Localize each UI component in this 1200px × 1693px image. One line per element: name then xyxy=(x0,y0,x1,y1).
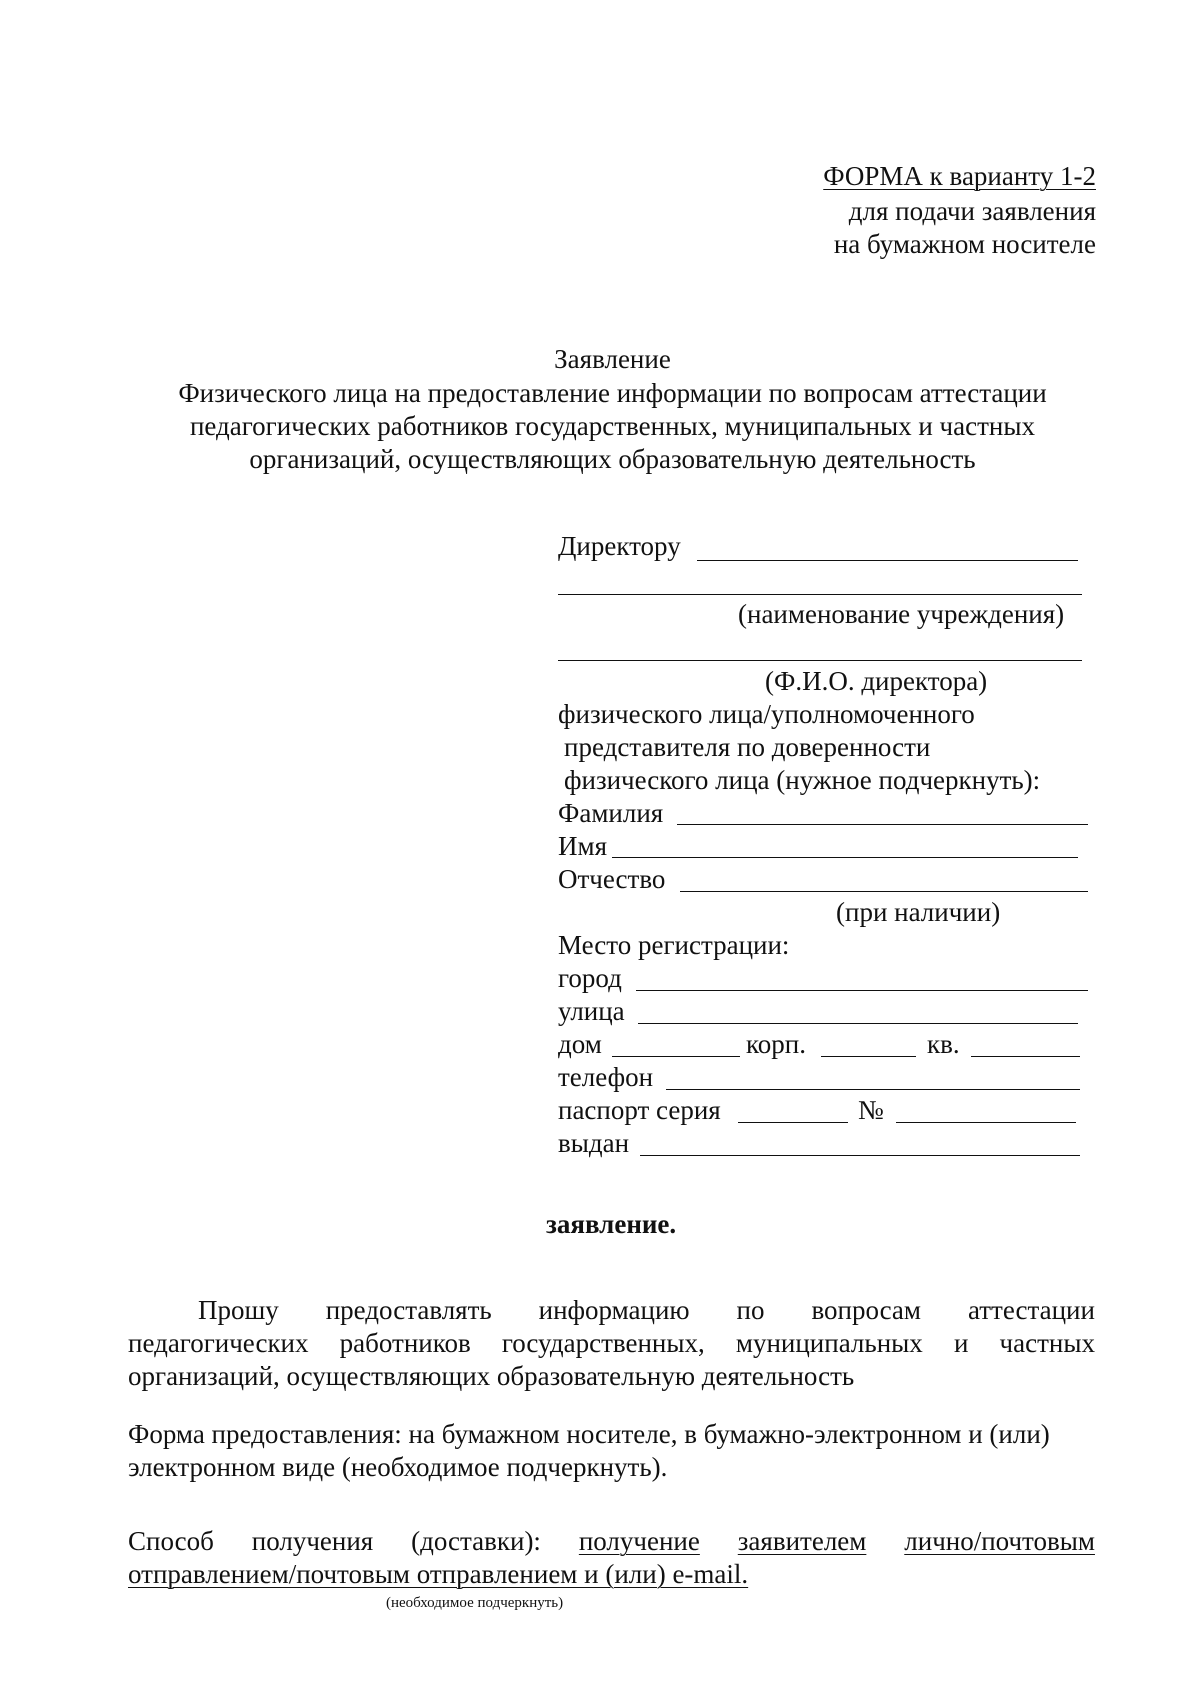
surname-field[interactable] xyxy=(677,824,1088,825)
director-full-name-hint: (Ф.И.О. директора) xyxy=(765,666,988,696)
request-word: государственных, xyxy=(501,1328,705,1358)
request-word: вопросам xyxy=(811,1295,922,1325)
request-paragraph xyxy=(128,1294,1095,1393)
delivery-option-word: лично/почтовым xyxy=(904,1526,1095,1556)
phone-label: телефон xyxy=(558,1062,654,1092)
apartment-label: кв. xyxy=(927,1029,960,1059)
delivery-option-word: заявителем xyxy=(737,1526,867,1556)
provision-form-line-2: электронном виде (необходимое подчеркнуть). xyxy=(128,1452,668,1482)
applicant-type-line-2: представителя по доверенности xyxy=(564,732,931,762)
first-name-field[interactable] xyxy=(612,857,1078,858)
delivery-word: получения xyxy=(251,1526,374,1556)
passport-series-field[interactable] xyxy=(738,1122,848,1123)
building-label: корп. xyxy=(746,1029,806,1059)
passport-series-label: паспорт серия xyxy=(558,1095,721,1125)
delivery-line-2: отправлением/почтовым отправлением и (или) e-mail. xyxy=(128,1559,749,1589)
applicant-type-line-3: физического лица (нужное подчеркнуть): xyxy=(564,765,1041,795)
delivery-word: Способ xyxy=(128,1526,214,1556)
request-word: информацию xyxy=(538,1295,690,1325)
document-title: Заявление xyxy=(554,344,671,374)
street-label: улица xyxy=(558,996,625,1026)
delivery-hint: (необходимое подчеркнуть) xyxy=(386,1595,564,1611)
phone-field[interactable] xyxy=(666,1089,1080,1090)
house-label: дом xyxy=(558,1029,602,1059)
director-label: Директору xyxy=(558,531,681,561)
city-field[interactable] xyxy=(636,990,1088,991)
request-word: муниципальных xyxy=(735,1328,923,1358)
city-label: город xyxy=(558,963,622,993)
statement-heading: заявление. xyxy=(546,1209,677,1239)
request-word: Прошу xyxy=(198,1295,279,1325)
request-line-1 xyxy=(128,1294,1095,1327)
delivery-line-1 xyxy=(128,1525,1095,1558)
apartment-field[interactable] xyxy=(971,1056,1080,1057)
document-subtitle-line-1: Физического лица на предоставление информации по вопросам аттестации xyxy=(178,378,1047,408)
form-purpose-line: для подачи заявления xyxy=(848,196,1096,226)
document-subtitle-line-2: педагогических работников государственных, муниципальных и частных xyxy=(189,411,1035,441)
issued-by-field[interactable] xyxy=(640,1155,1080,1156)
institution-name-field[interactable] xyxy=(558,594,1082,595)
request-word: аттестации xyxy=(967,1295,1095,1325)
director-field[interactable] xyxy=(697,560,1078,561)
request-word: по xyxy=(736,1295,765,1325)
institution-name-hint: (наименование учреждения) xyxy=(738,599,1065,629)
first-name-label: Имя xyxy=(558,831,608,861)
house-field[interactable] xyxy=(612,1056,740,1057)
delivery-option-word: получение xyxy=(578,1526,700,1556)
request-word: частных xyxy=(999,1328,1095,1358)
applicant-type-line-1: физического лица/уполномоченного xyxy=(558,699,975,729)
patronymic-field[interactable] xyxy=(680,891,1088,892)
request-word: работников xyxy=(339,1328,471,1358)
form-variant-label: ФОРМА к варианту 1-2 xyxy=(823,161,1096,191)
passport-number-label: № xyxy=(858,1095,884,1125)
patronymic-label: Отчество xyxy=(558,864,666,894)
request-line-2 xyxy=(128,1327,1095,1360)
street-field[interactable] xyxy=(638,1023,1078,1024)
surname-label: Фамилия xyxy=(558,798,664,828)
issued-by-label: выдан xyxy=(558,1128,630,1158)
director-full-name-field[interactable] xyxy=(558,660,1082,661)
delivery-word: (доставки): xyxy=(411,1526,541,1556)
provision-form-paragraph xyxy=(128,1418,1095,1484)
provision-form-line-1: Форма предоставления: на бумажном носителе, в бумажно-электронном и (или) xyxy=(128,1419,1050,1449)
delivery-paragraph xyxy=(128,1525,1095,1591)
patronymic-hint: (при наличии) xyxy=(836,897,1001,927)
request-line-3: организаций, осуществляющих образовательную деятельность xyxy=(128,1361,855,1391)
building-field[interactable] xyxy=(821,1056,916,1057)
request-word: и xyxy=(953,1328,969,1358)
registration-label: Место регистрации: xyxy=(558,930,790,960)
request-word: педагогических xyxy=(128,1328,309,1358)
document-subtitle-line-3: организаций, осуществляющих образовательную деятельность xyxy=(249,444,976,474)
request-word: предоставлять xyxy=(325,1295,492,1325)
passport-number-field[interactable] xyxy=(896,1122,1076,1123)
form-medium-line: на бумажном носителе xyxy=(833,229,1096,259)
